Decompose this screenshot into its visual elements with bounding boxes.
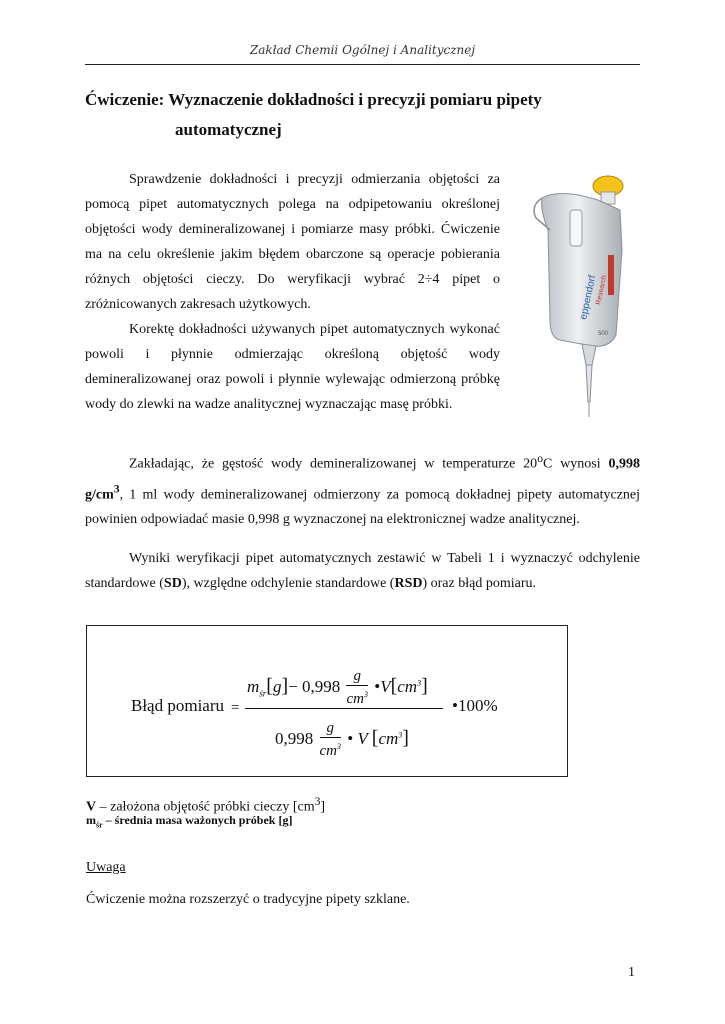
frac-den-cube: 3 <box>363 690 368 699</box>
def-m-sub: śr <box>96 820 103 830</box>
density-sup: 3 <box>113 482 120 496</box>
page-number: 1 <box>628 965 635 980</box>
page-header: Zakład Chemii Ogólnej i Analitycznej <box>249 43 476 57</box>
mult-dot-2: • <box>347 728 354 748</box>
sd-term: SD <box>163 576 182 591</box>
volume-symbol-den: V <box>357 728 368 748</box>
degree-sup: o <box>537 452 544 465</box>
exercise-title <box>85 86 542 144</box>
def-v-symbol: V <box>86 799 97 815</box>
pipette-brand-label: eppendorf <box>578 274 599 321</box>
density-value: 0,998 g/cm <box>85 456 640 503</box>
results-text-a: Wyniki weryfikacji pipet automatycznych zestawić w Tabeli 1 i wyznaczyć odchylenie standardowe ( <box>85 551 640 591</box>
pipette-volume-label: 500 <box>598 331 609 337</box>
mult-dot-3: • <box>452 696 458 715</box>
frac2-den-cube: 3 <box>337 742 341 751</box>
paragraph-density <box>85 446 640 532</box>
def-v-sup: 3 <box>314 795 321 808</box>
paragraph-intro-text: Sprawdzenie dokładności i precyzji odmierzania objętości za pomocą pipet automatycznych polega na odpipetowaniu określonej objętości wody demineralizowanej i pomiarze masy próbki. Ćwiczenie ma na celu określenie jakim błędem obarczone są operacje pobierania różnych objętości cieczy. Do weryfikacji wybrać 2÷4 pipet o zróżnicowanych zakresach użytkowych. <box>85 172 500 312</box>
cm-den: cm <box>378 728 399 748</box>
formula-equals: = <box>231 700 240 716</box>
pipette-illustration <box>520 170 640 420</box>
numerator-unit-fraction <box>346 668 368 708</box>
frac-num-g: g <box>346 668 368 686</box>
density-text-c: , 1 ml wody demineralizowanej odmierzony za pomocą dokładnej pipety automatycznej powinien odpowiadać masie 0,998 g wyznaczonej na elektronicznej wadze analitycznej. <box>85 487 640 528</box>
mult-dot-1: • <box>374 676 381 696</box>
note-text: Ćwiczenie można rozszerzyć o tradycyjne pipety szklane. <box>86 892 410 907</box>
gram-unit: g <box>272 676 282 696</box>
results-text-b: ), względne odchylenie standardowe ( <box>181 576 395 591</box>
formula-denominator: 0,998 $\frac{g}{cm^3}$ • V $[cm^3]$ <box>275 720 409 759</box>
denominator-unit-fraction <box>320 720 342 760</box>
title-line1: Wyznaczenie dokładności i precyzji pomiaru pipety <box>168 90 542 109</box>
title-prefix: Ćwiczenie: <box>85 90 165 109</box>
def-m-symbol: m <box>86 813 96 827</box>
frac-den-cm: cm <box>346 691 364 707</box>
main-fraction-line <box>245 708 443 709</box>
definition-mass <box>86 813 292 829</box>
density-text-b: C wynosi <box>543 456 609 472</box>
frac2-den-cm: cm <box>319 743 337 759</box>
paragraph-intro <box>85 167 500 317</box>
frac2-num-g: g <box>320 720 342 738</box>
cm-num: cm <box>397 676 418 696</box>
note-heading: Uwaga <box>86 860 126 875</box>
mass-symbol: m <box>247 676 260 696</box>
mass-subscript: śr <box>259 688 267 699</box>
percent-value: 100% <box>457 696 498 715</box>
density-text-a: Zakładając, że gęstość wody demineralizowanej w temperaturze 20 <box>129 456 538 472</box>
cube-num: 3 <box>417 678 422 688</box>
header-rule <box>85 64 640 65</box>
pipette-model-label: Research <box>595 274 609 306</box>
paragraph-results <box>85 546 640 596</box>
volume-symbol-num: V <box>380 676 391 696</box>
density-constant: 0,998 <box>301 676 341 696</box>
formula-label: Błąd pomiaru <box>131 696 225 715</box>
cube-den: 3 <box>398 730 403 740</box>
def-v-end: ] <box>320 799 326 815</box>
def-m-text: – średnia masa ważonych próbek [g] <box>102 813 293 827</box>
rsd-term: RSD <box>394 576 423 591</box>
formula-numerator: $m_{śr}[g]- 0,998$ $\frac{g}{cm^3}$ $•V[cm^3]$ <box>247 668 428 707</box>
results-text-c: ) oraz błąd pomiaru. <box>422 576 536 591</box>
density-constant-den: 0,998 <box>275 728 314 748</box>
def-v-text: – założona objętość próbki cieczy [cm <box>96 799 315 815</box>
paragraph-correction-text: Korektę dokładności używanych pipet automatycznych wykonać powoli i płynnie odmierzając określoną objętość wody demineralizowanej oraz powoli i płynnie wylewając odmierzoną próbkę wody do zlewki na wadze analitycznej wyznaczając masę próbki. <box>85 322 500 412</box>
formula-percent <box>452 696 498 716</box>
paragraph-correction <box>85 317 500 417</box>
title-line2: automatycznej <box>175 120 282 139</box>
formula-box <box>86 625 568 777</box>
